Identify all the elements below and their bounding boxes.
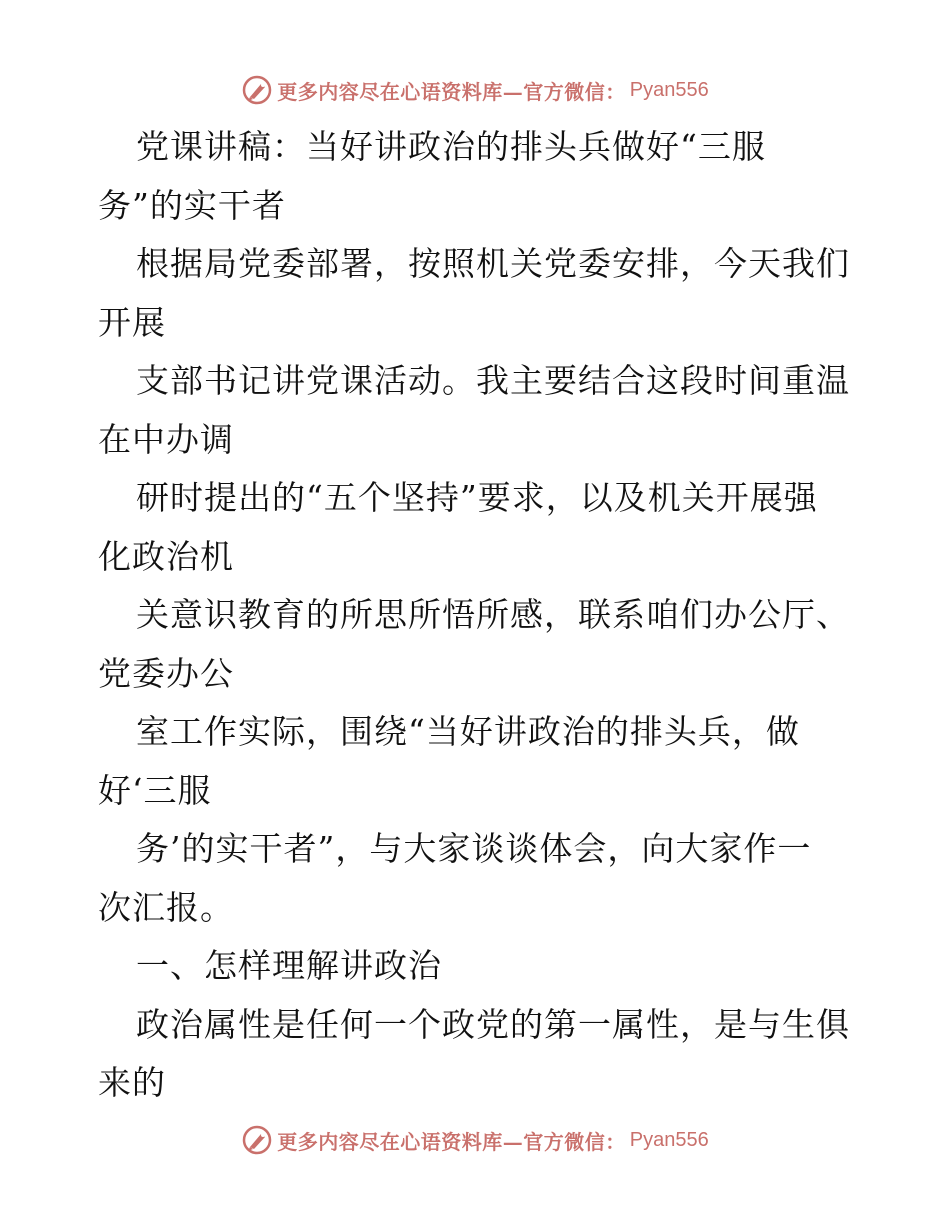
header-watermark [0, 70, 950, 110]
text-line: 务”的实干者 [98, 185, 286, 225]
text-line: 根据局党委部署，按照机关党委安排，今天我们 [136, 244, 850, 283]
pen-logo-icon [241, 74, 273, 106]
text-line: 在中办调 [98, 419, 234, 459]
watermark-text: 更多内容尽在心语资料库—官方微信： [277, 79, 626, 104]
section-heading: 一、怎样理解讲政治 [136, 946, 442, 985]
text-line: 开展 [98, 302, 166, 342]
pen-logo-icon [241, 1124, 273, 1156]
text-line: 化政治机 [98, 536, 234, 576]
watermark-account: Pyan556 [629, 78, 709, 101]
text-line: 关意识教育的所思所悟所感，联系咱们办公厅、 [136, 595, 850, 634]
text-line: 党课讲稿：当好讲政治的排头兵做好“三服 [136, 127, 766, 166]
text-line: 务’的实干者”，与大家谈谈体会，向大家作一 [136, 829, 812, 868]
text-line: 支部书记讲党课活动。我主要结合这段时间重温 [136, 361, 850, 400]
watermark-account: Pyan556 [629, 1128, 709, 1151]
text-line: 政治属性是任何一个政党的第一属性，是与生俱 [136, 1004, 850, 1044]
watermark-text: 更多内容尽在心语资料库—官方微信： [277, 1129, 626, 1154]
text-line: 好‘三服 [98, 770, 212, 810]
text-line: 来的 [98, 1063, 166, 1102]
text-line: 研时提出的“五个坚持”要求，以及机关开展强 [136, 478, 818, 517]
text-line: 次汇报。 [98, 887, 234, 927]
text-line: 室工作实际，围绕“当好讲政治的排头兵，做 [136, 712, 800, 751]
document-body [98, 118, 858, 1113]
footer-watermark [0, 1120, 950, 1160]
text-line: 党委办公 [98, 653, 234, 693]
